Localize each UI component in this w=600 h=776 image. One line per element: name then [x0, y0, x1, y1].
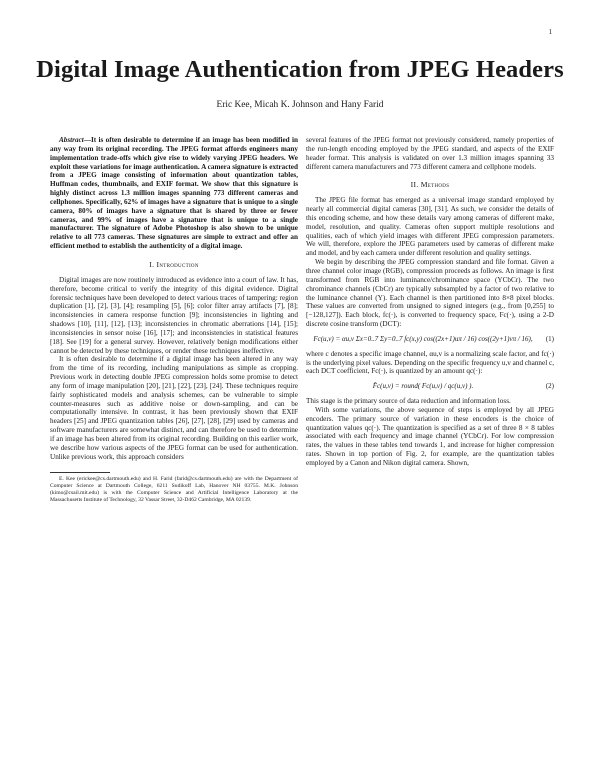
intro-paragraph-2: It is often desirable to determine if a digital image has been altered in any way from the time of its recording, including manipulations as simple as cropping. Previous work in detecting double JPEG compression holds some promise to detect any form of image manipulation [20], [21], [22], [23], [24]. These techniques require fairly sophisticated models and analysis schemes, can be vulnerable to simple counter-measures such as additive noise or down-sampling, and can be computationally intensive. In contrast, it has been previously shown that EXIF headers [25] and JPEG quantization tables [26], [27], [28], [29] used by cameras and software manufacturers are somewhat distinct, and can therefore be used to determine if an image has been altered from its original recording. Building on this earlier work, we describe how various aspects of the JPEG format can be used for authentication. Unlike previous work, this approach considers: [50, 355, 298, 461]
abstract: [50, 136, 298, 251]
methods-paragraph-2: We begin by describing the JPEG compression standard and file format. Given a three channel color image (RGB), compression proceeds as follows. An image is first transformed from RGB into luminance/chrominance space (YCbCr). The two chrominance channels (CbCr) are typically subsampled by a factor of two relative to the luminance channel (Y). Each channel is then partitioned into 8×8 pixel blocks. These values are converted from unsigned to signed integers (e.g., from [0,255] to [−128,127]). Each block, fc(·), is converted to frequency space, Fc(·), using a 2-D discrete cosine transform (DCT):: [306, 258, 554, 329]
methods-paragraph-3: where c denotes a specific image channel, αu,v is a normalizing scale factor, and fc(·) is the underlying pixel values. Depending on the specific frequency u,v and channel c, each DCT coefficient, Fc(·), is quantized by an amount qc(·):: [306, 349, 554, 376]
left-column: [50, 136, 298, 504]
methods-paragraph-1: The JPEG file format has emerged as a universal image standard employed by nearly all commercial digital cameras [30], [31]. As such, we consider the details of this encoding scheme, and how these details vary among cameras of different make, model, resolution, and quality. Cameras often support multiple resolutions and qualities, each of which yield images with different JPEG compression parameters. We will, therefore, explore the JPEG parameters used by cameras of different make and model, and by each camera under different resolution and quality settings.: [306, 196, 554, 258]
equation-2-number: (2): [545, 382, 554, 391]
section-heading-methods: II. Methods: [410, 180, 450, 190]
abstract-text: —It is often desirable to determine if an image has been modified in any way from its original recording. The JPEG format affords engineers many implementation trade-offs which give rise to widely varying JPEG headers. We exploit these variations for image authentication. A camera signature is extracted from a JPEG image consisting of information about quantization tables, Huffman codes, thumbnails, and EXIF format. We show that this signature is highly distinct across 1.3 million images spanning 773 different cameras and cellphones. Specifically, 62% of images have a signature that is unique to a single camera, 80% of images have a signature that is shared by three or fewer cameras, and 99% of images have a signature that is unique to a single manufacturer. The signature of Adobe Photoshop is also shown to be unique relative to all 773 cameras. These signatures are simple to extract and offer an efficient method to establish the authenticity of a digital image.: [50, 136, 298, 251]
right-column: [306, 136, 554, 468]
page-number: 1: [548, 28, 552, 36]
author-list: Eric Kee, Micah K. Johnson and Hany Farid: [216, 100, 384, 110]
methods-paragraph-4: This stage is the primary source of data reduction and information loss.: [306, 397, 511, 406]
equation-1-number: (1): [545, 334, 554, 343]
equation-1: [306, 335, 554, 344]
intro-paragraph-1: Digital images are now routinely introduced as evidence into a court of law. It has, therefore, become critical to verify the integrity of this digital evidence. Digital forensic techniques have been developed to detect various traces of tampering: region duplication [1], [2], [3], [4]; resampling [5], [6]; color filter array artifacts [7], [8]; inconsistencies in camera response function [9]; inconsistencies in lighting and shadows [10], [11], [12], [13]; inconsistencies in chromatic aberrations [14], [15]; inconsistencies in sensor noise [16], [17]; and inconsistencies in statistical features [18]. See [19] for a general survey. However, relatively benign modifications either cannot be detected by these techniques, or render these techniques ineffective.: [50, 275, 298, 355]
paper-title: Digital Image Authentication from JPEG Headers: [36, 56, 564, 83]
abstract-label: Abstract: [59, 136, 84, 144]
equation-2-body: F̂c(u,v) = round( Fc(u,v) / qc(u,v) ).: [372, 382, 474, 391]
section-heading-introduction: I. Introduction: [149, 259, 199, 269]
footnote-rule: [50, 472, 110, 473]
equation-2: [306, 382, 554, 391]
intro-paragraph-continued: several features of the JPEG format not previously considered, namely properties of the run-length encoding employed by the JPEG standard, and aspects of the EXIF header format. This analysis is validated on over 1.3 million images spanning 33 different camera manufacturers and 773 different camera and cellphone models.: [306, 136, 554, 171]
equation-1-body: Fc(u,v) = αu,v Σx=0..7 Σy=0..7 fc(x,y) cos((2x+1)uπ / 16) cos((2y+1)vπ / 16),: [313, 334, 533, 343]
methods-paragraph-5: With some variations, the above sequence of steps is employed by all JPEG encoders. The primary source of variation in these encoders is the choice of quantization values qc(·). The quantization is specified as a set of three 8 × 8 tables associated with each frequency and image channel (YCbCr). For low compression rates, the values in these tables tend towards 1, and increase for higher compression rates. Shown in top portion of Fig. 2, for example, are the quantization tables employed by a Canon and Nikon digital camera. Shown,: [306, 405, 554, 467]
author-footnote: E. Kee (erickee@cs.dartmouth.edu) and H. Farid (farid@cs.dartmouth.edu) are with the Department of Computer Science at Dartmouth College, 6211 Sudikoff Lab, Hanover NH 03755. M.K. Johnson (kimo@csail.mit.edu) is with the Computer Science and Artificial Intelligence Laboratory at the Massachusetts Institute of Technology, 32 Vassar Street, 32-D462 Cambridge, MA 02139.: [50, 475, 298, 503]
